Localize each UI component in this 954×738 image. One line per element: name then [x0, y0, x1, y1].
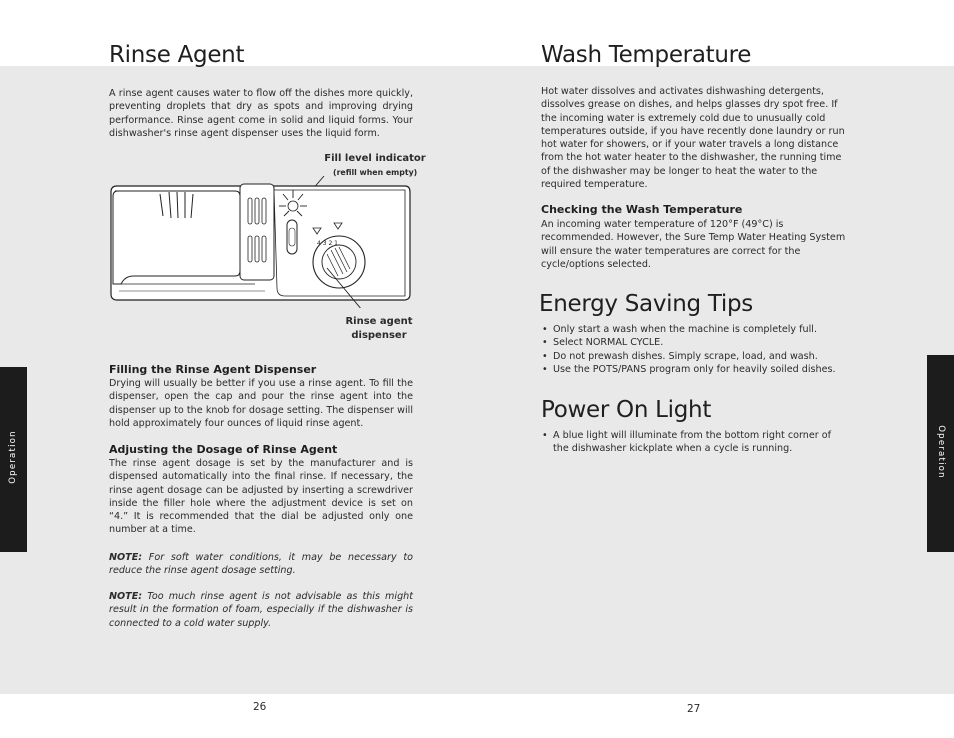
dial-numbers: 4 3 2 1	[317, 240, 338, 247]
checking-heading: Checking the Wash Temperature	[541, 203, 743, 216]
list-item: • Only start a wash when the machine is completely full.	[542, 323, 852, 336]
wash-temperature-title: Wash Temperature	[541, 42, 752, 68]
filling-heading: Filling the Rinse Agent Dispenser	[109, 363, 317, 376]
rinse-dispenser-illustration	[105, 176, 417, 308]
list-item: • A blue light will illuminate from the bottom right corner of the dishwasher kickplate when a cycle is running.	[542, 429, 847, 456]
page-number-left: 26	[253, 701, 267, 713]
page-number-right: 27	[687, 703, 701, 715]
adjusting-text: The rinse agent dosage is set by the manufacturer and is dispensed automatically into the final rinse. If necessary, the rinse agent dosage can be adjusted by inserting a screwdriver inside the filler hole where the adjustment device is set on “4.” It is recommended that the dial be adjusted only one number at a time.	[109, 458, 413, 536]
fill-level-label: Fill level indicator	[324, 153, 426, 164]
wash-temperature-text: Hot water dissolves and activates dishwashing detergents, dissolves grease on dishes, and helps glasses dry spot free. If the incoming water is extremely cold due to unusually cold temperatures outside, if you have recently done laundry or run hot water for showers, or if your water travels a long distance from the hot water heater to the dishwasher, the running time of the dishwasher may be longer to heat the water to the required temperature.	[541, 86, 845, 191]
note-soft-water	[109, 551, 413, 578]
note-label: NOTE:	[109, 591, 143, 602]
list-item: • Use the POTS/PANS program only for heavily soiled dishes.	[542, 363, 852, 376]
energy-saving-title: Energy Saving Tips	[539, 291, 753, 317]
power-light-list	[542, 429, 847, 456]
note-foam	[109, 590, 413, 630]
fill-level-sublabel: (refill when empty)	[333, 168, 418, 177]
filling-text: Drying will usually be better if you use a rinse agent. To fill the dispenser, open the cap and pour the rinse agent into the dispenser up to the knob for dosage setting. The dispenser will hold approximately four ounces of liquid rinse agent.	[109, 378, 413, 429]
rinse-agent-intro: A rinse agent causes water to flow off the dishes more quickly, preventing droplets that dry as spots and improving drying performance. Rinse agent come in solid and liquid forms. Your dishwasher's rinse agent dispenser uses the liquid form.	[109, 88, 413, 139]
energy-tips-list	[542, 323, 852, 376]
right-side-tab-label: Operation	[935, 425, 946, 479]
note-body: For soft water conditions, it may be necessary to reduce the rinse agent dosage setting.	[109, 552, 413, 577]
left-side-tab	[0, 367, 27, 552]
list-item: • Select NORMAL CYCLE.	[542, 336, 852, 349]
list-item: • Do not prewash dishes. Simply scrape, load, and wash.	[542, 350, 852, 363]
adjusting-heading: Adjusting the Dosage of Rinse Agent	[109, 443, 338, 456]
note-body: Too much rinse agent is not advisable as this might result in the formation of foam, especially if the dishwasher is connected to a cold water supply.	[109, 591, 413, 629]
rinse-agent-dispenser-label	[330, 315, 428, 343]
right-side-tab	[927, 355, 954, 552]
checking-text: An incoming water temperature of 120°F (49°C) is recommended. However, the Sure Temp Water Heating System will ensure the water temperatures are correct for the cycle/options selected.	[541, 219, 846, 270]
power-on-light-title: Power On Light	[541, 397, 712, 423]
dispenser-label-line1: Rinse agent	[345, 316, 413, 327]
note-label: NOTE:	[109, 552, 143, 563]
dispenser-label-line2: dispenser	[351, 330, 407, 341]
left-side-tab-label: Operation	[7, 430, 18, 484]
rinse-agent-title: Rinse Agent	[109, 42, 245, 68]
